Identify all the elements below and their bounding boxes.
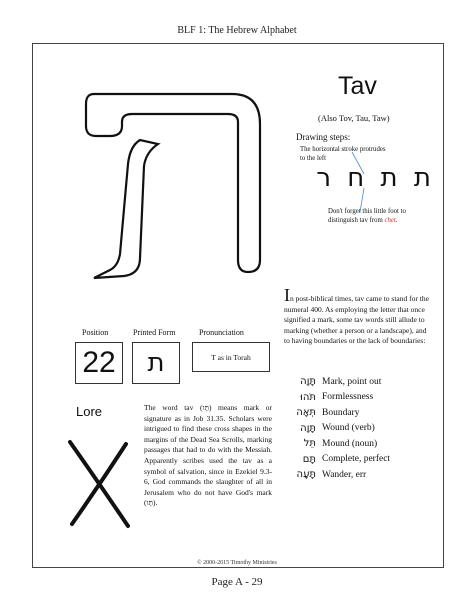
position-label: Position <box>82 328 109 337</box>
pronunciation-value: T as in Torah <box>192 342 270 372</box>
printed-form-value: ת <box>132 342 180 384</box>
drawing-note-stroke: The horizontal stroke protrudes to the left <box>300 146 386 162</box>
note-foot-text: Don't forget this little foot to distinguish tav from <box>328 208 406 224</box>
copyright: © 2000-2015 Timothy Ministries <box>197 560 277 566</box>
word-meaning: Mark, point out <box>322 376 382 387</box>
intro-text: n post-biblical times, tav came to stand for the numeral 400. As employing the letter that once signified a mark, some tav words still allude to marking (whether a person or a landscape), and to having boundaries or the lack of boundaries: <box>284 294 429 346</box>
word-hebrew: תֹּהוּ <box>300 391 316 403</box>
word-hebrew: תָּוָה <box>300 376 316 388</box>
page-header: BLF 1: The Hebrew Alphabet <box>177 25 297 36</box>
large-tav-outline <box>82 86 272 282</box>
position-value: 22 <box>75 342 123 384</box>
intro-paragraph <box>284 285 434 347</box>
word-hebrew: תָּעָה <box>296 469 316 481</box>
list-item <box>284 421 434 437</box>
cross-mark-icon <box>64 436 134 532</box>
list-item <box>284 436 434 452</box>
drawing-steps-heading: Drawing steps: <box>296 132 351 142</box>
list-item <box>284 390 434 406</box>
word-meaning: Complete, perfect <box>322 454 391 465</box>
word-hebrew: תָּם <box>302 453 316 465</box>
page-number: Page A - 29 <box>211 576 263 588</box>
word-meaning: Boundary <box>322 407 360 418</box>
list-item <box>284 452 434 468</box>
drawing-steps-sequence: ת ת ח ר <box>316 163 435 193</box>
letter-name: Tav <box>338 72 377 100</box>
intro-dropcap: I <box>284 285 290 305</box>
word-meaning: Formlessness <box>322 392 374 403</box>
word-hebrew: תֵּל <box>303 438 316 450</box>
list-item <box>284 405 434 421</box>
lore-heading: Lore <box>76 404 103 419</box>
printed-form-label: Printed Form <box>133 328 176 337</box>
note-foot-period: . <box>395 217 398 224</box>
word-hebrew: תְּאָה <box>296 407 316 419</box>
list-item <box>284 467 434 483</box>
pronunciation-label: Pronunciation <box>199 328 244 337</box>
letter-alternate-names: (Also Tov, Tau, Taw) <box>318 113 390 123</box>
word-hebrew: תָּוָה <box>300 422 316 434</box>
tav-word-list <box>284 374 434 483</box>
word-meaning: Mound (noun) <box>322 438 378 449</box>
list-item <box>284 374 434 390</box>
word-meaning: Wound (verb) <box>322 423 375 434</box>
word-meaning: Wander, err <box>322 469 367 480</box>
lore-text: The word tav (תָּו) means mark or signature as in Job 31.35. Scholars were intrigued to find these cross shapes in the margins of the Dead Sea Scrolls, marking passages that had to do with the Messiah. Apparently scribes used the tav as a symbol of salvation, since in Ezekiel 9.3-6, God commands the slaughter of all in Jerusalem who do not have God's mark (תָּו). <box>144 403 272 508</box>
note-foot-chet: chet <box>384 217 396 224</box>
drawing-note-foot <box>328 207 436 225</box>
